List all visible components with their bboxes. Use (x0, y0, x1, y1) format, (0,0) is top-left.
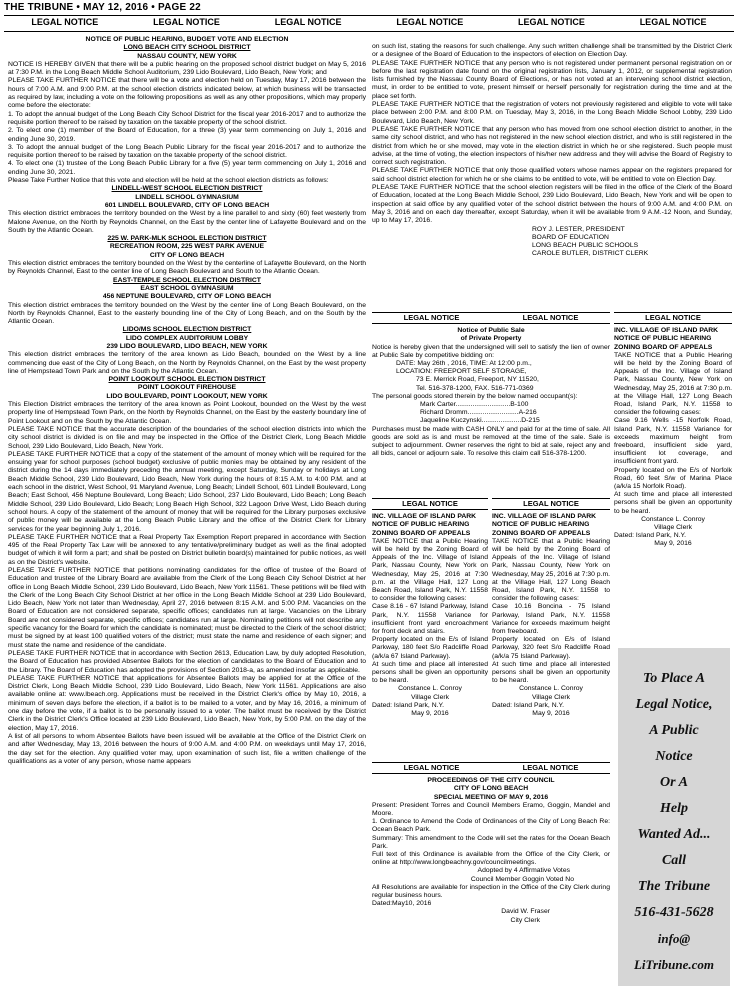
notice-title: INC. VILLAGE OF ISLAND PARK (372, 513, 477, 521)
notice-subtitle: NOTICE OF PUBLIC HEARING (372, 521, 470, 529)
paragraph: 1. Ordinance to Amend the Code of Ordinances of the City of Long Beach Re: Ocean Beach Park. (372, 818, 610, 834)
signature-line: Constance L. Conroy (519, 685, 583, 693)
ad-line: Legal Notice, (635, 697, 713, 712)
legal-notice-label: LEGAL NOTICE (31, 17, 99, 27)
paragraph: Case 8.16 - 67 Island Parkway, Island Park, N.Y. 11558 Variance for insufficient front yard encroachment for front deck and stairs. (372, 603, 488, 636)
ad-line: Or A (660, 775, 688, 790)
city-council-proceedings (372, 762, 610, 985)
paragraph: Present: President Torres and Council Members Eramo, Goggin, Mandel and Moore. (372, 801, 610, 818)
notice-title: INC. VILLAGE OF ISLAND PARK (492, 513, 597, 521)
legal-notice-label: LEGAL NOTICE (522, 313, 579, 322)
paragraph: TAKE NOTICE that a Public Hearing will be held by the Zoning Board of Appeals of the Inc. Village of Island Park, Nassau County, New York on Wednesday, May 25, 2016 at 7:30 p.m. at the Village Hall, 127 Long Beach Road, Island Park, N.Y. 11558 to consider the following cases: (492, 537, 610, 603)
paragraph: 3. To adopt the annual budget of the Long Beach Public Library for the fiscal year 2016-2017 and to authorize the requisite portion thereof to be raised by taxation on the taxable property of the school district. (8, 143, 366, 160)
district-heading: RECREATION ROOM, 225 WEST PARK AVENUE (109, 243, 265, 251)
paragraph: PLEASE TAKE FURTHER NOTICE that a copy of the statement of the amount of money which will be required for the ensuing year for school purposes (school budget) exclusive of public monies may be obtained by any resident of the district during the 14 days immediately preceding the annual meeting, except Saturday, Sunday or holidays at Long Beach Middle School, 239 Lido Boulevard, Lido Beach, New York during the hours of 8:15 A.M. to 4:00 P.M. and at each school in the district, West School, 91 Maryland Avenue, Long Beach; Lindell School, 601 Lindell Boulevard, Long Beach; East School, 456 Neptune Boulevard, Long Beach; Lido School, 237 Lido Boulevard, Lido Beach; Long Beach Middle School, 239 Lido Boulevard, Lido Beach; Long Beach High School, 322 Lagoon Drive West, Lido Beach during school hours. A copy of the statement of the amount of money that will be required for the Library purposes exclusive of public money will be available at the Long Beach Public Library and the office of the District Clerk for Library services for the year beginning July 1, 2016. (8, 450, 366, 533)
notice-subtitle: LONG BEACH CITY SCHOOL DISTRICT (123, 44, 251, 52)
signature-line: ROY J. LESTER, PRESIDENT (532, 225, 625, 233)
signature-line: City Clerk (510, 916, 540, 924)
ad-email: info@ (657, 931, 691, 946)
paragraph: Please Take Further Notice that this vote and election will be held at the school election districts as follows: (8, 177, 329, 185)
ad-line: Call (661, 853, 687, 868)
paragraph: A list of all persons to whom Absentee Ballots have been issued will be available at the Office of the District Clerk on and after Wednesday, May 13, 2016 between the hours of 9:00 A.M. and 4:00 P.M. on weekdays until May 17, 2016, the day set for the election. Any qualified voter may, upon examination of such list, file a written challenge of the qualifications as a voter of any person, whose name appears (8, 732, 366, 765)
paragraph: Property located on the E/s of Norfolk Road, 60 feet S/w of Marina Place (a/k/a 15 Norfolk Road). (614, 466, 732, 491)
paragraph: PLEASE TAKE NOTICE that the accurate description of the boundaries of the school election districts into which the city school district is divided is on file and may be inspected in the Office of the District Clerk, Long Beach Middle School, 239 Lido Boulevard, Lido Beach, New York. (8, 425, 366, 450)
district-heading: 456 NEPTUNE BOULEVARD, CITY OF LONG BEACH (102, 293, 272, 301)
legal-notice-label: LEGAL NOTICE (403, 763, 460, 772)
masthead: THE TRIBUNE • MAY 12, 2016 • PAGE 22 (4, 2, 201, 13)
district-heading: LIDO/MS SCHOOL ELECTION DISTRICT (122, 326, 252, 334)
district-heading: POINT LOOKOUT SCHOOL ELECTION DISTRICT (108, 376, 266, 384)
zoning-notice-67-island-parkway (372, 498, 488, 761)
paragraph: This election district embraces the territory bounded on the West by the center line of Long Beach Boulevard, on the North by Reynolds Channel, East to the easterly bounding line of the City of Long Beach, and on the South by the Atlantic Ocean. (8, 301, 366, 326)
district-heading: EAST SCHOOL GYMNASIUM (140, 284, 234, 292)
notice-title: INC. VILLAGE OF ISLAND PARK (614, 327, 719, 335)
paragraph: PLEASE TAKE FURTHER NOTICE that only those qualified voters whose names appear on the registers prepared for said school district election for which he or she claims to be entitled to vote, will be entitled to vote on Election Day. (372, 167, 732, 183)
paragraph: At such time and place all interested persons shall be given an opportunity to be heard. (372, 660, 488, 685)
ad-line: The Tribune (637, 879, 711, 894)
legal-notice-label: LEGAL NOTICE (522, 763, 579, 772)
notice-subtitle: ZONING BOARD OF APPEALS (372, 529, 471, 537)
public-sale-notice (372, 312, 610, 493)
district-heading: 225 W. PARK-MLK SCHOOL ELECTION DISTRICT (107, 235, 267, 243)
paragraph: Notice is hereby given that the undersigned will sell to satisfy the lien of owner at Public Sale by competitive bidding on: (372, 343, 610, 359)
legal-notice-label: LEGAL NOTICE (274, 17, 342, 27)
sale-date: DATE: May 26th , 2016, TIME: At 12:00 p.m., (396, 360, 532, 368)
legal-notice-tag (372, 499, 488, 510)
dated-line: Dated: Island Park, N.Y. (492, 701, 565, 709)
dated-line: Dated: Island Park, N.Y. (614, 532, 687, 540)
paragraph: PLEASE TAKE FURTHER NOTICE that any person who is not registered under permanent personal registration on or before the last registration date found on the original registration lists, January 1, 2012, or supplemental registration lists furnished by the Nassau County Board of Elections, or has not voted at an intervening school district election, must, in order to be entitled to vote, present himself or herself personally for registration during the time and at the place set forth. (372, 59, 732, 100)
signature-line: Village Clerk (653, 524, 693, 532)
paragraph: Case 9.16 Wells -15 Norfolk Road, Island Park, N.Y. 11558 Variance for exceeds maximum height from freeboard, insufficient side yard, insufficient lot coverage, and insufficient front yard. (614, 417, 732, 466)
district-heading: 601 LINDELL BOULEVARD, CITY OF LONG BEACH (104, 201, 270, 209)
masthead-rule (4, 15, 734, 16)
legal-notice-tag (492, 499, 610, 510)
paragraph: TAKE NOTICE that a Public Hearing will be held by the Zoning Board of Appeals of the Inc. Village of Island Park, Nassau County, New York on Wednesday, May 25, 2016 at 7:30 p.m. at the Village Hall, 127 Long Beach Road, Island Park, N.Y. 11558 to consider the following cases: (372, 537, 488, 603)
vote-result: Council Member Goggin Voted No (470, 875, 574, 883)
zoning-notice-norfolk (614, 312, 732, 643)
legal-notice-label: LEGAL NOTICE (645, 313, 701, 322)
notice-subtitle: ZONING BOARD OF APPEALS (614, 343, 713, 351)
paragraph: TAKE NOTICE that a Public Hearing will be held by the Zoning Board of Appeals of the Inc. Village of Island Park, Nassau County, New York on Wednesday, May 25, 2016 at 7:30 p.m. at the Village Hall, 127 Long Beach Road, Island Park, N.Y. 11558 to consider the following cases: (614, 351, 732, 417)
occupant-row: Jaqueline Kuczynski.....................D-215 (420, 417, 540, 425)
paragraph: All Resolutions are available for inspection in the Office of the City Clerk during regular business hours. (372, 883, 610, 900)
signature-line: David W. Fraser (501, 908, 550, 916)
district-heading: 239 LIDO BOULEVARD, LIDO BEACH, NEW YORK (106, 342, 268, 350)
signature-line: Village Clerk (410, 693, 450, 701)
dated-line: Dated: Island Park, N.Y. (372, 701, 445, 709)
paragraph: 4. To elect one (1) trustee of the Long Beach Public Library for a five (5) year term commencing on July 1, 2016 and ending June 30, 2021. (8, 160, 366, 176)
ad-line: To Place A (643, 671, 705, 686)
district-heading: LINDELL SCHOOL GYMNASIUM (135, 193, 239, 201)
paragraph: PLEASE TAKE FURTHER NOTICE that there will be a vote and election held on Tuesday, May 17, 2016 between the hours of 7:00 A.M. and 9:00 P.M. at the school election districts indicated below, at which business will be transacted as required by law, including a vote on the following propositions as well as any other propositions, which may properly come before the electorate: (8, 77, 366, 110)
paragraph: Property located on the E/s of Island Parkway, 180 feet S/o Radcliffe Road (a/k/a 67 Island Parkway). (372, 636, 488, 660)
paragraph: Summary: This amendment to the Code will set the rates for the Ocean Beach Park. (372, 834, 610, 850)
signature-line: BOARD OF EDUCATION (532, 233, 609, 241)
dated-line: Dated:May10, 2016 (372, 900, 432, 908)
sale-address: 73 E. Merrick Road, Freeport, NY 11520, (416, 376, 539, 384)
vote-result: Adopted by 4 Affirmative Votes (477, 867, 570, 875)
occupant-row: Mark Carter.............................B-100 (420, 401, 529, 409)
notice-subtitle: ZONING BOARD OF APPEALS (492, 529, 591, 537)
legal-notice-header-row (4, 17, 734, 32)
dated-line: May 9, 2016 (532, 710, 570, 718)
signature-line: Constance L. Conroy (641, 515, 705, 523)
district-heading: LIDO COMPLEX AUDITORIUM LOBBY (125, 334, 249, 342)
paragraph: NOTICE IS HEREBY GIVEN that there will be a public hearing on the proposed school district budget on May 5, 2016 at 7:30 P.M. in the Long Beach Middle School Auditorium, 239 Lido Boulevard, Lido Beach, New York; and (8, 60, 366, 77)
ad-phone: 516-431-5628 (634, 905, 714, 920)
paragraph: This election district embraces the territory bounded on the West by a line parallel to and sixty (60) feet westerly from Malone Avenue, on the North by Reynolds Channel, on the East by the center line of Lafayette Boulevard and on the South by the Atlantic Ocean. (8, 210, 366, 234)
paragraph: PLEASE TAKE FURTHER NOTICE that a Real Property Tax Exemption Report prepared in accordance with Section 495 of the Real Property Tax Law will be annexed to any tentative/preliminary budget as well as the final adopted budget of which it will form a part; and shall be posted on District bulletin board(s) maintained for public notices, as well as on the District's website. (8, 533, 366, 566)
legal-notice-label: LEGAL NOTICE (639, 17, 707, 27)
paragraph: on such list, stating the reasons for such challenge. Any such written challenge shall be transmitted by the District Clerk or a designee of the Board of Education to the inspectors of election on Election Day. (372, 43, 732, 59)
legal-notice-label: LEGAL NOTICE (518, 17, 585, 27)
notice-subtitle: NOTICE OF PUBLIC HEARING (614, 335, 712, 343)
paragraph: This election district embraces the territory of the area known as Lido Beach, bounded on the West by a line commencing due east of the City of Long Beach, on the North by Reynolds Channel, on the East by the west property line of Hempstead Town Park and on the South by the Atlantic Ocean. (8, 351, 366, 375)
budget-notice-continued (372, 43, 732, 301)
legal-notice-label: LEGAL NOTICE (402, 499, 458, 508)
paragraph: 1. To adopt the annual budget of the Long Beach City School District for the fiscal year 2016-2017 and to authorize the requisite portion thereof to be raised by taxation on the taxable property of the school district. (8, 110, 366, 126)
signature-line: Village Clerk (531, 693, 571, 701)
signature-line: CAROLE BUTLER, DISTRICT CLERK (532, 250, 649, 258)
paragraph: PLEASE TAKE FURTHER NOTICE that any person who has moved from one school election district to another, in the same city school district, and who has not registered in the new school election district, and who is still registered in the district from which he or she moved, may vote in the election district in which he or she registered. Such people must advise, at the time of voting, the election inspectors of his/her new address and they will advise the Board of Registry to correct such registration. (372, 125, 732, 167)
legal-notice-tag (372, 313, 610, 324)
district-heading: POINT LOOKOUT FIREHOUSE (137, 384, 237, 392)
legal-notice-tag (614, 313, 732, 324)
paragraph: This election district embraces the territory bounded on the West by the centerline of Lafayette Boulevard, on the North by Reynolds Channel, East to the center line of Long Beach Boulevard and South to the Atlantic Ocean. (8, 260, 366, 276)
notice-title: PROCEEDINGS OF THE CITY COUNCIL (427, 777, 555, 785)
notice-subtitle: NASSAU COUNTY, NEW YORK (137, 52, 237, 60)
paragraph: 2. To elect one (1) member of the Board of Education, for a three (3) year term commencing on July 1, 2016 and ending June 30, 2019. (8, 127, 366, 143)
sale-phone: Tel. 516-378-1200, FAX. 516-771-0369 (416, 384, 534, 392)
zoning-notice-75-island-parkway (492, 498, 610, 761)
notice-title: Notice of Public Sale (457, 327, 525, 335)
paragraph: Purchases must be made with CASH ONLY and paid for at the time of sale. All goods are sold as is and must be removed at the time of the sale. Sale is subject to adjournment. Owner reserves the right to bid at sale, reject any and all bids, cancel or adjourn sale. To resolve this claim call 516-378-1200. (372, 425, 610, 458)
district-heading: CITY OF LONG BEACH (149, 251, 225, 259)
paragraph: At such time and place all interested persons shall be given an opportunity to be heard. (492, 660, 610, 685)
signature-block (532, 226, 732, 259)
dated-line: May 9, 2016 (411, 710, 449, 718)
notice-subtitle: CITY OF LONG BEACH (453, 785, 529, 793)
sale-location: LOCATION: FREEPORT SELF STORAGE, (396, 368, 527, 376)
ad-website: LiTribune.com (633, 957, 715, 972)
signature-line: LONG BEACH PUBLIC SCHOOLS (532, 242, 639, 250)
budget-notice (8, 36, 366, 984)
notice-subtitle: NOTICE OF PUBLIC HEARING (492, 521, 590, 529)
paragraph: Case 10.16 Boncina - 75 Island Parkway, Island Park, N.Y. 11558 Variance for exceeds maximum height from freeboard. (492, 603, 610, 636)
paragraph: PLEASE TAKE FURTHER NOTICE that the registration of voters not previously registered and eligible to vote will take place between 2:00 P.M. and 8:00 P.M. on Tuesday, May 3, 2016, in the Long Beach Middle School Lobby, 239 Lido Boulevard, Lido Beach, New York. (372, 101, 732, 125)
legal-notice-label: LEGAL NOTICE (403, 313, 460, 322)
paragraph: The personal goods stored therein by the below named occupant(s): (372, 392, 578, 400)
paragraph: PLEASE TAKE FURTHER NOTICE that the school election registers will be filed in the office of the Clerk of the Board of Education, located at the Long Beach Middle School, 239 Lido Boulevard, Lido Beach, New York and will be open to inspection at said office by any qualified voter of the school district between the hours of 9:00 A.M. and 4:00 P.M. on May 3, 2016 and on each day thereafter, except Saturday, when it will be available from 9 A.M.-12 Noon, and Sunday, up to May 17, 2016. (372, 184, 732, 225)
district-heading: EAST-TEMPLE SCHOOL ELECTION DISTRICT (113, 276, 261, 284)
legal-notice-label: LEGAL NOTICE (523, 499, 579, 508)
paragraph: This Election District embraces the territory of the area known as Point Lookout, bounded on the West by the west property line of Hempstead Town Park, on the North by Reynolds Channel, on the East by the easterly boundary line of Point Lookout and on the South by the Atlantic Ocean. (8, 401, 366, 425)
place-legal-notice-ad (618, 648, 730, 986)
occupant-row: Richard Dromm...........................A-216 (420, 409, 537, 417)
legal-notice-label: LEGAL NOTICE (153, 17, 220, 27)
paragraph: Full text of this Ordinance is available from the Office of the City Clerk, or online at http://www.longbeachny.gov/councilmeetings. (372, 851, 610, 867)
signature-line: Constance L. Conroy (398, 685, 462, 693)
paragraph: PLEASE TAKE FURTHER NOTICE that applications for Absentee Ballots may be applied for at the Office of the District Clerk, Long Beach Middle School, 239 Lido Boulevard, Lido Beach, New York 11561. Applications are also available online at: www.lbeach.org. Applications must be received in the District Clerk's office by May 10, 2016, a minimum of seven days before the election, if a ballot is to be mailed to a voter, and by May 16, 2016, a minimum of one day before the vote, if a ballot is to be personally issued to a voter. The ballot must be received by the District Clerk in the District Clerk's Office located at 239 Lido Boulevard, Lido Beach, New York, by 5:00 P.M. on the day of the election, May 17, 2016. (8, 674, 366, 732)
paragraph: PLEASE TAKE FURTHER NOTICE that in accordance with Section 2613, Education Law, by duly adopted Resolution, the Board of Education has provided Absentee Ballots for the election of candidates to the Board of Education and to the Library. The Board of Education has adopted the provisions of Section 2018-a, as amended insofar as applicable. (8, 649, 366, 674)
ad-line: A Public (649, 723, 699, 738)
legal-notice-tag (372, 763, 610, 774)
legal-notice-label: LEGAL NOTICE (396, 17, 464, 27)
paragraph: At such time and place all interested persons shall be given an opportunity to be heard. (614, 491, 732, 515)
paragraph: PLEASE TAKE FURTHER NOTICE that petitions nominating candidates for the office of trustee of the Board of Education and trustee of the Library Board are available from the Clerk of the Long Beach City School District at her office in Long Beach Middle School, 239 Lido Boulevard, Lido Beach, New York 11561. These petitions will be filed with the Clerk of the Long Beach City School District at her office in the Long Beach Middle School at 239 Lido Boulevard, Lido Beach, New York not later than Wednesday, April 27, 2016 between 8:15 A.M. and 5:00 P.M. Vacancies on the Board of Education are not considered separate, specific offices; candidates run at large. Vacancies on the Library Board are not considered separate, specific offices; candidates run at large. Nominating petitions will not describe any specific vacancy for the Board for which the candidate is nominated; must be directed to the Clerk of the school district; must be signed by at least 100 qualified voters of the district; must state the name and residence of each signer; and must state the name and residence of the candidate. (8, 567, 366, 649)
ad-line: Notice (655, 749, 693, 764)
district-heading: LINDELL-WEST SCHOOL ELECTION DISTRICT (111, 185, 263, 193)
district-heading: LIDO BOULEVARD, POINT LOOKOUT, NEW YORK (106, 392, 268, 400)
ad-line: Wanted Ad... (637, 827, 711, 842)
notice-subtitle: of Private Property (460, 335, 522, 343)
ad-line: Help (660, 801, 688, 816)
notice-title: NOTICE OF PUBLIC HEARING, BUDGET VOTE AND ELECTION (85, 36, 289, 43)
notice-subtitle: SPECIAL MEETING OF MAY 9, 2016 (433, 793, 549, 801)
dated-line: May 9, 2016 (654, 540, 692, 548)
paragraph: Property located on E/s of Island Parkway, 320 feet S/o Radcliffe Road (a/k/a 75 Island Parkway). (492, 636, 610, 660)
